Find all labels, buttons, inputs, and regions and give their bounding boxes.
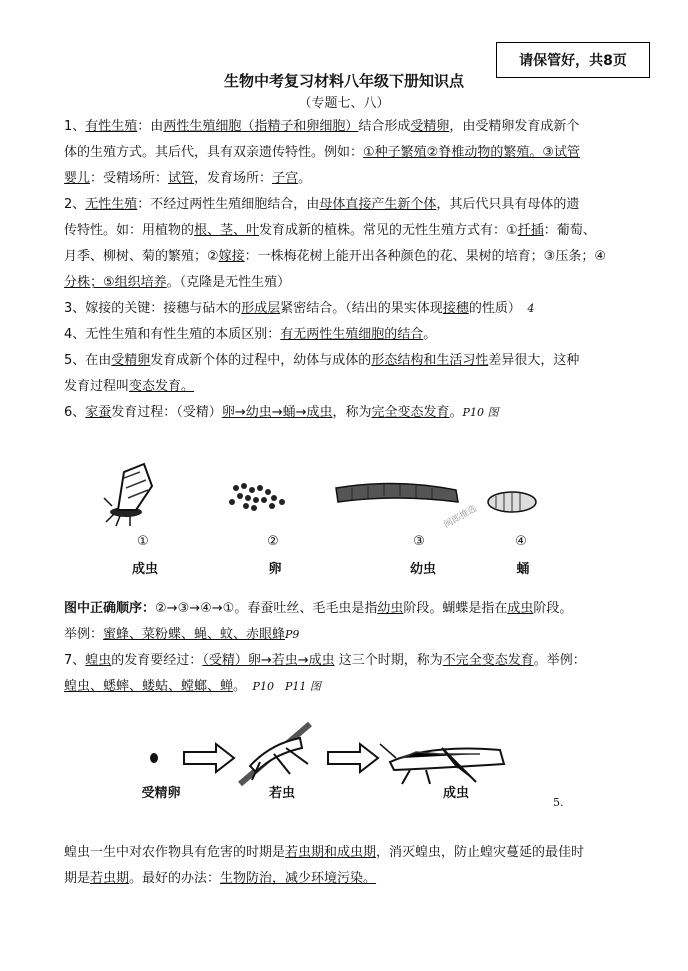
keep-notice-box: 请保管好，共8页 xyxy=(496,42,650,78)
paragraph-asexual-reproduction: 2、无性生殖：不经过两性生殖细胞结合，由母体直接产生新个体，其后代只具有母体的遗 传特性。如：用植物的根、茎、叶发育成新的植株。常见的无性生殖方式有：①扦插：葡萄、 月季、柳树、菊的繁殖；②嫁接：一株梅花树上能开出各种颜色的花、果树的培育；③压条；④ 分株；⑤组织培养。（克隆是无性生殖） xyxy=(64,197,606,290)
egg-cluster-drawing xyxy=(229,483,285,511)
figure1-caption-egg: 卵 xyxy=(268,562,282,577)
adult-moth-drawing xyxy=(104,464,152,526)
larva-drawing xyxy=(336,483,458,502)
paragraph-sexual-reproduction: 1、有性生殖：由两性生殖细胞（指精子和卵细胞）结合形成受精卵，由受精卵发育成新个 体的生殖方式。其后代，具有双亲遗传特性。例如：①种子繁殖②脊椎动物的繁殖。③试管 婴儿：受精场所：试管，发育场所：子宫。 xyxy=(64,119,580,186)
paragraph-metamorphosis: 5、在由受精卵发育成新个体的过程中，幼体与成体的形态结构和生活习性差异很大，这种 发育过程叫变态发育。 xyxy=(64,353,580,394)
paragraph-locust: 7、蝗虫的发育要经过：（受精）卵→若虫→成虫 这三个时期，称为不完全变态发育。举例： 蝗虫、蟋蟀、蝼蛄、螳螂、蝉。 P10 P11 图 xyxy=(64,653,586,694)
page-subtitle: （专题七、八） xyxy=(298,96,390,111)
page-title: 生物中考复习材料八年级下册知识点 xyxy=(223,72,464,90)
page-number: 5. xyxy=(553,796,564,809)
figure2-caption-egg: 受精卵 xyxy=(141,786,181,801)
figure1-caption-larva: 幼虫 xyxy=(409,562,436,577)
arrow-2-icon xyxy=(328,744,378,772)
figure2-caption-adult: 成虫 xyxy=(442,786,469,801)
locust-life-cycle-figure xyxy=(140,714,540,790)
paragraph-correct-order: 图中正确顺序：②→③→④→①。春蚕吐丝、毛毛虫是指幼虫阶段。蝴蝶是指在成虫阶段。 举例：蜜蜂、菜粉蝶、蝇、蚊、赤眼蜂P9 xyxy=(64,601,573,642)
silkworm-life-cycle-figure xyxy=(96,458,566,544)
arrow-1-icon xyxy=(184,744,234,772)
figure1-label-2: ② xyxy=(267,534,279,549)
paragraph-essential-difference: 4、无性生殖和有性生殖的本质区别：有无两性生殖细胞的结合。 xyxy=(64,327,437,342)
figure1-label-3: ③ xyxy=(413,534,425,549)
paragraph-grafting: 3、嫁接的关键：接穗与砧木的形成层紧密结合。（结出的果实体现接穗的性质） 4 xyxy=(64,301,535,316)
figure2-caption-nymph: 若虫 xyxy=(268,786,295,801)
paragraph-silkworm: 6、家蚕发育过程：（受精）卵→幼虫→蛹→成虫，称为完全变态发育。P10 图 xyxy=(64,405,499,420)
figure1-caption-pupa: 蛹 xyxy=(516,562,530,577)
fertilized-egg-drawing xyxy=(150,753,158,763)
figure-watermark: 闽郎推选 xyxy=(442,503,479,531)
paragraph-locust-damage: 蝗虫一生中对农作物具有危害的时期是若虫期和成虫期，消灭蝗虫，防止蝗灾蔓延的最佳时 期是若虫期。最好的办法：生物防治，减少环境污染。 xyxy=(64,845,585,886)
nymph-drawing xyxy=(240,724,310,784)
figure1-caption-adult: 成虫 xyxy=(131,562,158,577)
figure1-label-4: ④ xyxy=(515,534,527,549)
pupa-drawing xyxy=(488,492,536,512)
adult-locust-drawing xyxy=(380,744,504,784)
figure1-label-1: ① xyxy=(137,534,149,549)
